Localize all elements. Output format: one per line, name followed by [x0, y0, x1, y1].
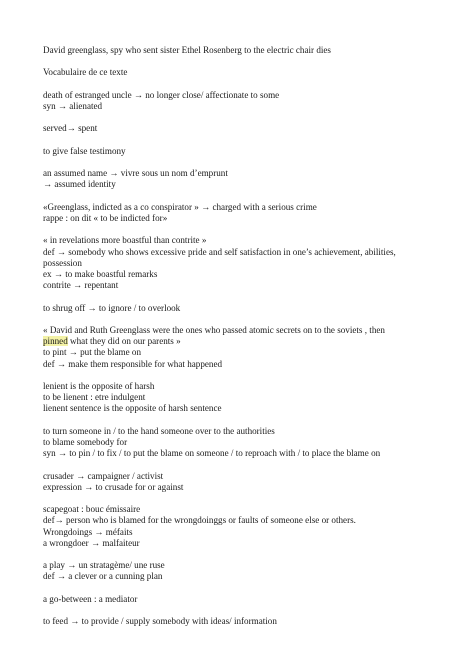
entry-line: « in revelations more boastful than contrite » [43, 235, 207, 246]
entry-line: a play → un stratagème/ une ruse [43, 560, 165, 571]
vocab-entry-indicted [43, 202, 454, 224]
vocab-entry-assumed-name [43, 168, 454, 190]
entry-line: to be lienent : etre indulgent [43, 392, 146, 403]
entry-line-rest: what they did on our parents » [70, 336, 181, 347]
entry-line: → assumed identity [43, 179, 116, 190]
vocab-entry-scapegoat [43, 504, 454, 549]
entry-line: a go-between : a mediator [43, 593, 138, 604]
entry-line: an assumed name → vivre sous un nom d’emprunt [43, 168, 228, 179]
entry-line: crusader → campaigner / activist [43, 470, 164, 481]
entry-line: syn → to pin / to fix / to put the blame on someone / to reproach with / to place the blame on [43, 448, 381, 459]
entry-line: def→ person who is blamed for the wrongdoinggs or faults of someone else or others. [43, 515, 356, 526]
vocab-entry-play [43, 560, 454, 582]
entry-line: to shrug off → to ignore / to overlook [43, 302, 181, 313]
entry-line: possession [43, 257, 82, 268]
entry-line: rappe : on dit « to be indicted for» [43, 212, 168, 223]
highlighted-word: pinned [43, 336, 68, 347]
entry-line: def → somebody who shows excessive pride and self satisfaction in one’s achievement, abilities, [43, 246, 396, 257]
vocab-entry-boastful [43, 235, 454, 291]
vocab-entry-served [43, 123, 454, 134]
entry-line: contrite → repentant [43, 280, 119, 291]
vocab-entry-feed [43, 616, 454, 627]
entry-line: to pint → put the blame on [43, 347, 141, 358]
entry-line: lienent sentence is the opposite of harsh sentence [43, 403, 222, 414]
entry-line: def → a clever or a cunning plan [43, 571, 163, 582]
vocab-entry-turn-in [43, 426, 454, 460]
document-subtitle: Vocabulaire de ce texte [43, 67, 128, 78]
entry-line: lenient is the opposite of harsh [43, 380, 155, 391]
entry-line: to blame somebody for [43, 436, 128, 447]
entry-line: scapegoat : bouc émissaire [43, 504, 141, 515]
entry-line: to turn someone in / to the hand someone over to the authorities [43, 425, 275, 436]
vocab-entry-go-between [43, 594, 454, 605]
entry-line: a wrongdoer → malfaiteur [43, 537, 140, 548]
entry-line: to give false testimony [43, 145, 126, 156]
vocab-entry-crusader [43, 471, 454, 493]
vocab-entry-testimony [43, 146, 454, 157]
entry-line: « David and Ruth Greenglass were the ones who passed atomic secrets on to the soviets , then [43, 324, 385, 335]
vocab-entry-estranged [43, 90, 454, 112]
vocab-entry-pinned [43, 325, 454, 370]
entry-line: Wrongdoings → méfaits [43, 526, 133, 537]
entry-line: to feed → to provide / supply somebody with ideas/ information [43, 616, 277, 627]
entry-line: syn → alienated [43, 100, 103, 111]
entry-line: def → make them responsible for what happened [43, 358, 223, 369]
entry-line [43, 336, 454, 347]
entry-line: death of estranged uncle → no longer close/ affectionate to some [43, 89, 280, 100]
vocab-entry-shrug-off [43, 303, 454, 314]
entry-line: expression → to crusade for or against [43, 481, 184, 492]
vocab-entry-lenient [43, 381, 454, 415]
document-title: David greenglass, spy who sent sister Ethel Rosenberg to the electric chair dies [43, 45, 331, 55]
entry-line: served→ spent [43, 123, 98, 134]
entry-line: «Greenglass, indicted as a co conspirator » → charged with a serious crime [43, 201, 317, 212]
entry-line: ex → to make boastful remarks [43, 268, 158, 279]
